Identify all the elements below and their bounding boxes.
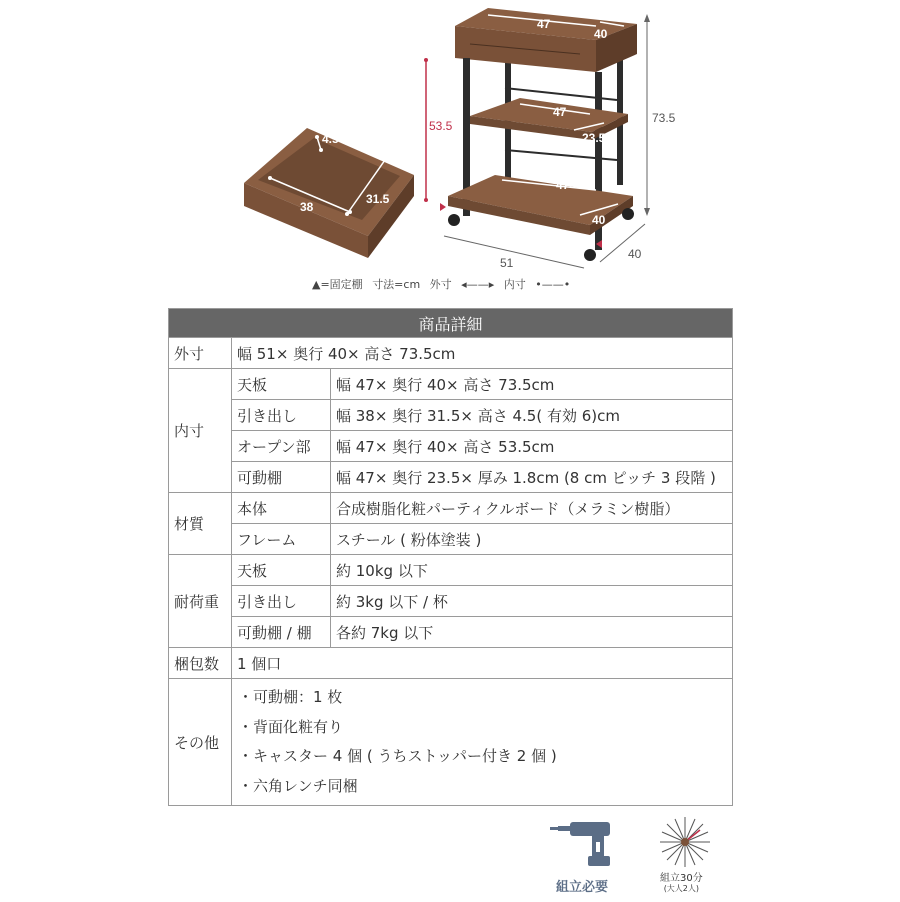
sub-label: オープン部 <box>232 431 331 462</box>
row-label-inner: 内寸 <box>169 369 232 493</box>
sub-value: 合成樹脂化粧パーティクルボード（メラミン樹脂） <box>331 493 733 524</box>
sub-label: 引き出し <box>232 586 331 617</box>
dim-top-depth: 40 <box>594 27 608 41</box>
starburst-clock-icon <box>660 817 710 867</box>
sub-label: 天板 <box>232 369 331 400</box>
dim-drawer-width: 38 <box>300 200 314 214</box>
sub-label: 可動棚 <box>232 462 331 493</box>
row-label-package: 梱包数 <box>169 648 232 679</box>
list-item: ・六角レンチ同梱 <box>238 776 358 795</box>
table-row <box>169 400 733 431</box>
assembly-people: (大人2人) <box>663 884 700 893</box>
list-item: ・キャスター 4 個 ( うちストッパー付き 2 個 ) <box>238 747 557 765</box>
sub-value: 各約 7kg 以下 <box>331 617 733 648</box>
sub-label: 可動棚 / 棚 <box>232 617 331 648</box>
assembly-required-label: 組立必要 <box>556 880 609 895</box>
dim-total-width: 51 <box>500 256 514 270</box>
sub-value: 幅 38× 奥行 31.5× 高さ 4.5( 有効 6)cm <box>331 400 733 431</box>
assembly-time: 組立30分 <box>660 873 703 884</box>
dim-shelf-depth: 23.5 <box>582 131 606 145</box>
dim-shelf-width: 47 <box>553 105 567 119</box>
table-row <box>169 431 733 462</box>
sub-value: スチール ( 粉体塗装 ) <box>331 524 733 555</box>
row-label-material: 材質 <box>169 493 232 555</box>
table-row <box>169 524 733 555</box>
legend-outer: 外寸 <box>429 278 452 291</box>
dim-bottom-width: 47 <box>556 178 570 192</box>
legend-inner-line-icon: •——• <box>535 278 571 291</box>
dim-drawer-depth: 31.5 <box>366 192 390 206</box>
product-diagram <box>0 0 900 300</box>
table-row <box>169 338 733 369</box>
sub-value: 約 3kg 以下 / 杯 <box>331 586 733 617</box>
dim-bottom-depth: 40 <box>592 213 606 227</box>
sub-label: フレーム <box>232 524 331 555</box>
table-row <box>169 462 733 493</box>
legend-outer-arrow-icon: ◂——▸ <box>461 278 495 291</box>
cart-illustration <box>424 8 650 268</box>
row-value-other <box>232 679 733 806</box>
table-row <box>169 679 733 806</box>
row-value-outer: 幅 51× 奥行 40× 高さ 73.5cm <box>232 338 733 369</box>
legend-fixed-shelf: ▲=固定棚 <box>312 278 363 291</box>
table-row <box>169 555 733 586</box>
legend-unit: 寸法=cm <box>372 278 421 291</box>
legend-inner: 内寸 <box>503 278 526 291</box>
row-label-outer: 外寸 <box>169 338 232 369</box>
dim-total-height: 73.5 <box>652 111 676 125</box>
table-row <box>169 369 733 400</box>
dim-top-width: 47 <box>537 17 551 31</box>
spec-table-title: 商品詳細 <box>169 309 733 338</box>
spec-table <box>168 308 733 806</box>
list-item: ・背面化粧有り <box>238 717 344 736</box>
dim-total-depth: 40 <box>628 247 642 261</box>
row-value-package: 1 個口 <box>232 648 733 679</box>
assembly-time-label <box>660 874 703 894</box>
dim-drawer-height: 4.5 <box>322 132 339 146</box>
table-row <box>169 586 733 617</box>
sub-value: 幅 47× 奥行 40× 高さ 53.5cm <box>331 431 733 462</box>
dimension-legend <box>312 276 576 292</box>
sub-value: 幅 47× 奥行 40× 高さ 73.5cm <box>331 369 733 400</box>
table-row <box>169 617 733 648</box>
drill-icon <box>550 822 610 866</box>
sub-label: 引き出し <box>232 400 331 431</box>
sub-label: 天板 <box>232 555 331 586</box>
row-label-other: その他 <box>169 679 232 806</box>
sub-value: 幅 47× 奥行 23.5× 厚み 1.8cm (8 cm ピッチ 3 段階 ) <box>331 462 733 493</box>
sub-value: 約 10kg 以下 <box>331 555 733 586</box>
sub-label: 本体 <box>232 493 331 524</box>
list-item: ・可動棚：1 枚 <box>238 688 343 706</box>
table-row <box>169 493 733 524</box>
table-row <box>169 648 733 679</box>
row-label-load: 耐荷重 <box>169 555 232 648</box>
dim-open-height: 53.5 <box>429 119 453 133</box>
